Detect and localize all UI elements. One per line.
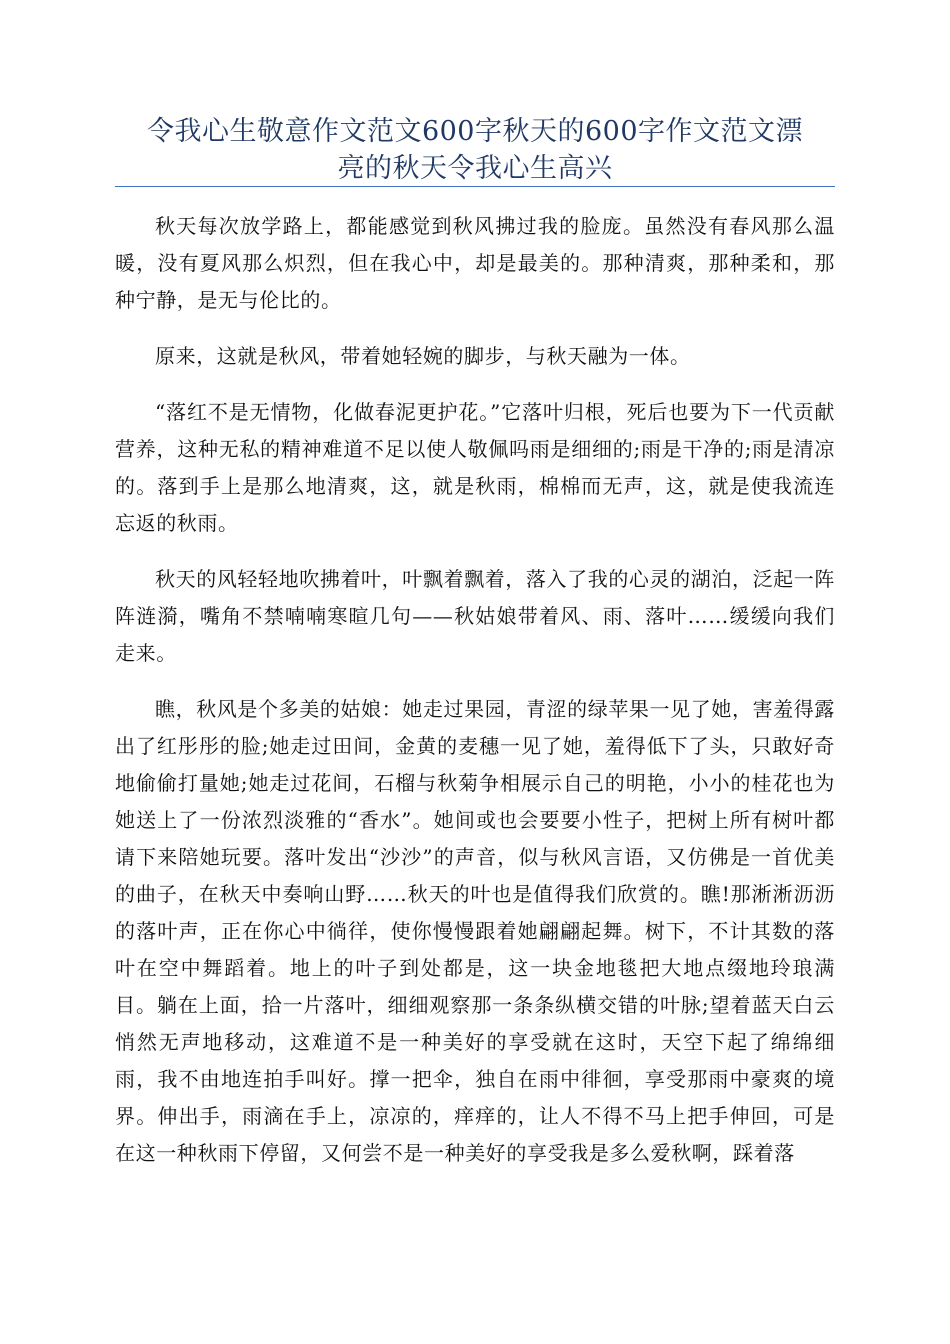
paragraph-1: 秋天每次放学路上，都能感觉到秋风拂过我的脸庞。虽然没有春风那么温暖，没有夏风那么炽烈，但在我心中，却是最美的。那种清爽，那种柔和，那种宁静，是无与伦比的。 [115,214,835,312]
paragraph-3: “落红不是无情物，化做春泥更护花。”它落叶归根，死后也要为下一代贡献营养，这种无私的精神难道不足以使人敬佩吗雨是细细的;雨是干净的;雨是清凉的。落到手上是那么地清爽，这，就是秋雨，棉棉而无声，这，就是使我流连忘返的秋雨。 [115,400,835,535]
paragraph-4: 秋天的风轻轻地吹拂着叶，叶飘着飘着，落入了我的心灵的湖泊，泛起一阵阵涟漪，嘴角不禁喃喃寒暄几句——秋姑娘带着风、雨、落叶……缓缓向我们走来。 [115,567,835,665]
document-body [115,208,835,1191]
title-underline [115,186,835,187]
title-line-2: 亮的秋天令我心生高兴 [337,153,613,184]
document-title [115,113,835,187]
title-line-1: 令我心生敬意作文范文600字秋天的600字作文范文漂 [146,116,804,147]
paragraph-5: 瞧，秋风是个多美的姑娘：她走过果园，青涩的绿苹果一见了她，害羞得露出了红彤彤的脸;她走过田间，金黄的麦穗一见了她，羞得低下了头，只敢好奇地偷偷打量她;她走过花间，石榴与秋菊争相展示自己的明艳，小小的桂花也为她送上了一份浓烈淡雅的“香水”。她间或也会要要小性子，把树上所有树叶都请下来陪她玩要。落叶发出“沙沙”的声音，似与秋风言语，又仿佛是一首优美的曲子，在秋天中奏响山野……秋天的叶也是值得我们欣赏的。瞧!那淅淅沥沥的落叶声，正在你心中徜徉，使你慢慢跟着她翩翩起舞。树下，不计其数的落叶在空中舞蹈着。地上的叶子到处都是，这一块金地毯把大地点缀地玲琅满目。躺在上面，拾一片落叶，细细观察那一条条纵横交错的叶脉;望着蓝天白云悄然无声地移动，这难道不是一种美好的享受就在这时，天空下起了绵绵细雨，我不由地连拍手叫好。撑一把伞，独自在雨中徘徊，享受那雨中豪爽的境界。伸出手，雨滴在手上，凉凉的，痒痒的，让人不得不马上把手伸回，可是在这一种秋雨下停留，又何尝不是一种美好的享受我是多么爱秋啊，踩着落 [115,697,835,1165]
paragraph-2: 原来，这就是秋风，带着她轻婉的脚步，与秋天融为一体。 [155,344,691,368]
